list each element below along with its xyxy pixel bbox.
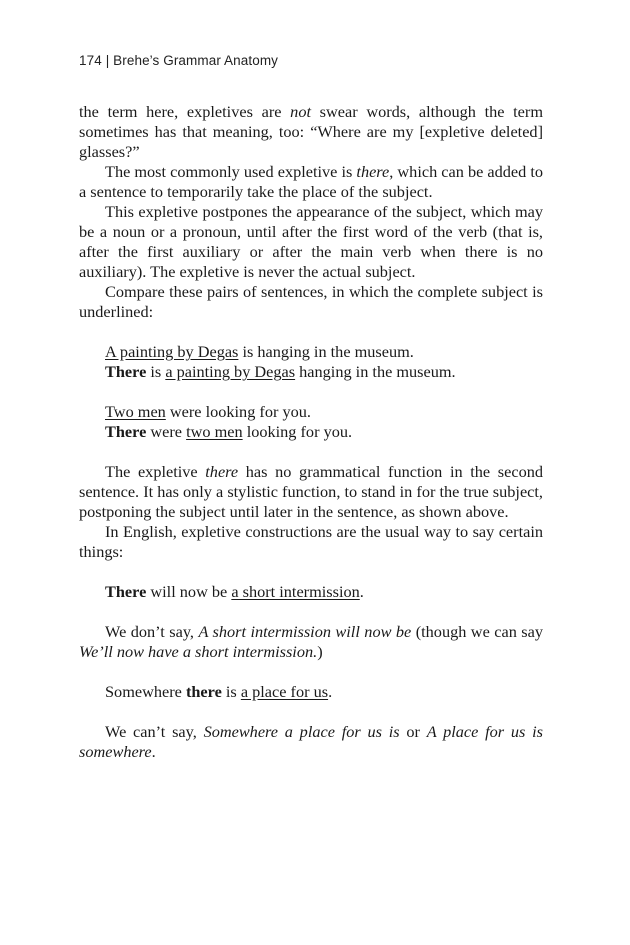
header-separator: | [105, 53, 110, 68]
spacer [79, 382, 543, 402]
example-sentence-1: A painting by Degas is hanging in the museum. [105, 342, 414, 361]
paragraph-we-cant-say: We can’t say, Somewhere a place for us is or A place for us is somewhere. [79, 722, 544, 761]
paragraph-postpones-subject: This expletive postpones the appearance of the subject, which may be a noun or a pronoun, until after the first word of the verb (that is, after the first auxiliary or after the main verb when there is no auxiliary). The expletive is never the actual subject. [79, 202, 543, 281]
underlined-subject: A painting by Degas [105, 342, 239, 361]
example-sentence-4: There were two men looking for you. [105, 422, 353, 441]
paragraph-continued: the term here, expletives are not swear words, although the term sometimes has that meaning, too: “Where are my [expletive deleted] glasses?” [79, 102, 543, 161]
example-sentence-2: There is a painting by Degas hanging in the museum. [105, 362, 456, 381]
example-sentence-6: Somewhere there is a place for us. [105, 682, 333, 701]
paragraph-usual-way: In English, expletive constructions are the usual way to say certain things: [79, 522, 543, 561]
page-number: 174 [79, 53, 102, 68]
spacer [79, 602, 543, 622]
example-sentence-3: Two men were looking for you. [105, 402, 311, 421]
paragraph-most-common-expletive: The most commonly used expletive is there, which can be added to a sentence to temporarily take the place of the subject. [79, 162, 543, 201]
paragraph-no-grammatical-function: The expletive there has no grammatical function in the second sentence. It has only a stylistic function, to stand in for the true subject, postponing the subject until later in the sentence, as shown above. [79, 462, 544, 521]
book-title: Brehe’s Grammar Anatomy [113, 53, 279, 68]
example-sentence-5: There will now be a short intermission. [105, 582, 364, 601]
spacer [79, 562, 543, 582]
underlined-subject: a painting by Degas [165, 362, 296, 381]
spacer [79, 322, 543, 342]
spacer [79, 662, 543, 682]
paragraph-compare-pairs: Compare these pairs of sentences, in which the complete subject is underlined: [79, 282, 543, 321]
body-text [79, 102, 543, 762]
paragraph-we-dont-say: We don’t say, A short intermission will now be (though we can say We’ll now have a short intermission.) [79, 622, 543, 661]
running-header [79, 53, 278, 68]
spacer [79, 702, 543, 722]
underlined-subject: a short intermission [231, 582, 360, 601]
underlined-subject: a place for us [240, 682, 329, 701]
underlined-subject: two men [186, 422, 243, 441]
spacer [79, 442, 543, 462]
underlined-subject: Two men [105, 402, 166, 421]
